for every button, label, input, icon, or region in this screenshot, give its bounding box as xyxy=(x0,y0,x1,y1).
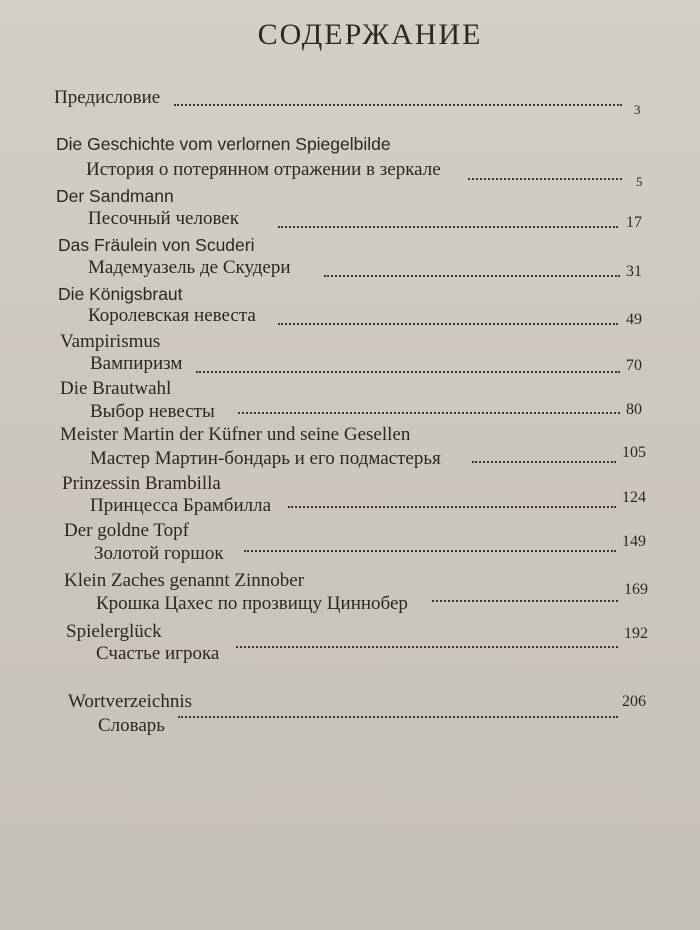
leader-dots xyxy=(196,369,620,373)
toc-entry-ru xyxy=(0,533,700,570)
toc-entry-ru xyxy=(0,352,700,380)
leader-dots xyxy=(278,224,618,228)
toc-entry-ru xyxy=(0,581,700,620)
toc-entry-title-ru: Мастер Мартин-бондарь и его подмастерья xyxy=(90,448,441,469)
toc-entry-title-de: Prinzessin Brambilla xyxy=(62,473,221,494)
page-title: СОДЕРЖАНИЕ xyxy=(257,18,483,51)
leader-dots xyxy=(236,644,618,648)
toc-entry-ru xyxy=(0,256,700,284)
leader-dots xyxy=(324,273,620,277)
toc-entry-title-de: Der goldne Topf xyxy=(64,520,189,541)
page-number: 31 xyxy=(626,263,642,280)
toc-entry-title-ru: Словарь xyxy=(98,715,165,736)
toc-entry-title-de: Die Geschichte vom verlornen Spiegelbilde xyxy=(56,134,391,154)
page-number: 192 xyxy=(624,625,648,642)
toc-entry-ru xyxy=(0,304,700,332)
toc-entry-title-ru: Выбор невесты xyxy=(90,401,215,422)
toc-entry-title-ru: История о потерянном отражении в зеркале xyxy=(86,159,441,180)
toc-entry-title-de: Der Sandmann xyxy=(56,186,174,206)
page-number: 3 xyxy=(634,102,641,117)
toc-entry-de xyxy=(0,132,700,160)
toc-entry-title-de: Wortverzeichnis xyxy=(68,691,193,712)
toc-entry-title-ru: Вампиризм xyxy=(90,353,183,374)
leader-dots xyxy=(174,102,622,106)
toc-entry-title-ru: Песочный человек xyxy=(88,208,239,229)
toc-entry-title-de: Die Königsbraut xyxy=(58,284,183,304)
leader-dots xyxy=(238,410,620,414)
page-number: 206 xyxy=(622,693,646,710)
toc-entry-title-de: Die Brautwahl xyxy=(60,378,172,399)
page-number: 169 xyxy=(624,581,648,598)
page-number: 70 xyxy=(626,357,642,374)
toc-entry-ru xyxy=(0,207,700,235)
toc-entry-ru xyxy=(0,158,700,189)
leader-dots xyxy=(468,176,622,180)
toc-entry-title-de: Spielerglück xyxy=(66,621,162,642)
page-number: 80 xyxy=(626,401,642,418)
page-number: 105 xyxy=(622,444,646,461)
page-number: 17 xyxy=(626,214,642,231)
toc-entry-title-de: Das Fräulein von Scuderi xyxy=(58,235,255,255)
leader-dots xyxy=(178,714,618,718)
toc-entry-title-ru: Золотой горшок xyxy=(94,543,224,564)
leader-dots xyxy=(432,598,618,602)
page-number: 49 xyxy=(626,311,642,328)
page-number: 124 xyxy=(622,489,646,506)
leader-dots xyxy=(472,459,616,463)
toc-entry-title-ru: Королевская невеста xyxy=(88,305,256,326)
page-number: 5 xyxy=(636,174,643,189)
toc-entry-ru xyxy=(0,489,700,522)
toc-entry-title: Предисловие xyxy=(54,87,161,108)
toc-entry-title-ru: Принцесса Брамбилла xyxy=(90,495,272,516)
toc-entry-title-de: Meister Martin der Küfner und seine Gesellen xyxy=(60,424,411,445)
toc-entry-title-de: Vampirismus xyxy=(60,331,161,352)
leader-dots xyxy=(244,548,616,552)
toc-entry-title-de: Klein Zaches genannt Zinnober xyxy=(64,570,305,591)
toc-entry-title-ru: Счастье игрока xyxy=(96,643,220,664)
toc-entry-preface xyxy=(0,86,700,117)
toc-entry-ru xyxy=(0,444,700,475)
page-number: 149 xyxy=(622,533,646,550)
leader-dots xyxy=(278,321,618,325)
toc-entry-title-ru: Крошка Цахес по прозвищу Циннобер xyxy=(96,593,408,614)
leader-dots xyxy=(288,504,616,508)
toc-entry-title-ru: Мадемуазель де Скудери xyxy=(88,257,291,278)
